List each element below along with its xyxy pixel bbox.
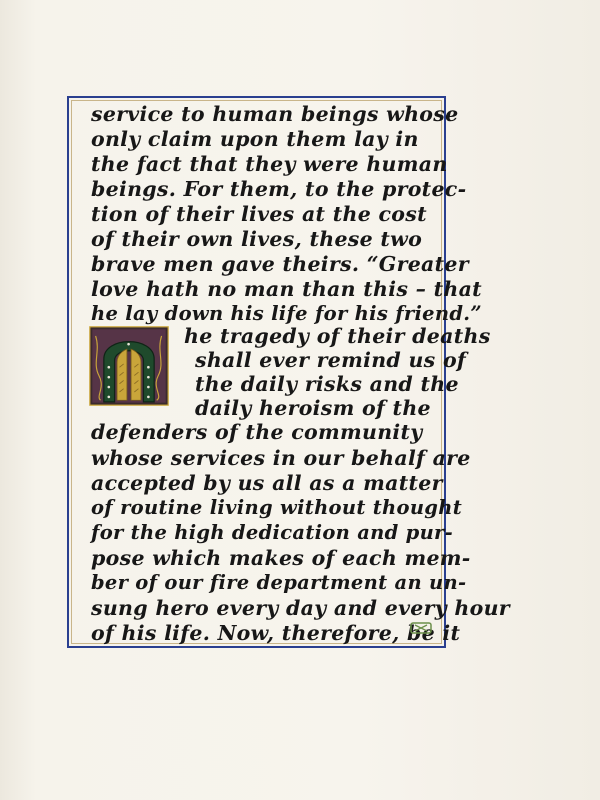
text-line-14: defenders of the community xyxy=(91,420,423,444)
text-line-2: only claim upon them lay in xyxy=(91,127,419,151)
text-line-9: he lay down his life for his friend.” xyxy=(91,302,482,325)
text-line-5: tion of their lives at the cost xyxy=(91,202,427,226)
text-line-21: sung hero every day and every hour xyxy=(91,596,510,620)
text-line-3: the fact that they were human xyxy=(91,152,448,176)
text-line-7: brave men gave theirs. “Greater xyxy=(91,252,469,276)
text-line-17: of routine living without thought xyxy=(91,496,463,519)
text-line-12: the daily risks and the xyxy=(195,372,459,396)
text-line-6: of their own lives, these two xyxy=(91,227,423,251)
text-line-8: love hath no man than this – that xyxy=(91,277,482,301)
text-line-16: accepted by us all as a matter xyxy=(91,471,443,495)
text-line-19: pose which makes of each mem- xyxy=(91,546,471,570)
text-line-1: service to human beings whose xyxy=(91,102,459,126)
illuminated-initial-icon xyxy=(84,326,174,406)
text-line-4: beings. For them, to the protec- xyxy=(91,177,467,201)
text-line-10: he tragedy of their deaths xyxy=(184,324,491,348)
text-line-15: whose services in our behalf are xyxy=(91,446,471,470)
illuminated-initial xyxy=(84,326,174,406)
text-line-11: shall ever remind us of xyxy=(195,348,467,372)
text-line-22: of his life. Now, therefore, be it xyxy=(91,621,461,645)
end-ornament-icon xyxy=(410,621,432,635)
text-line-18: for the high dedication and pur- xyxy=(91,521,454,544)
text-line-13: daily heroism of the xyxy=(195,396,431,420)
text-line-20: ber of our fire department an un- xyxy=(91,571,467,594)
